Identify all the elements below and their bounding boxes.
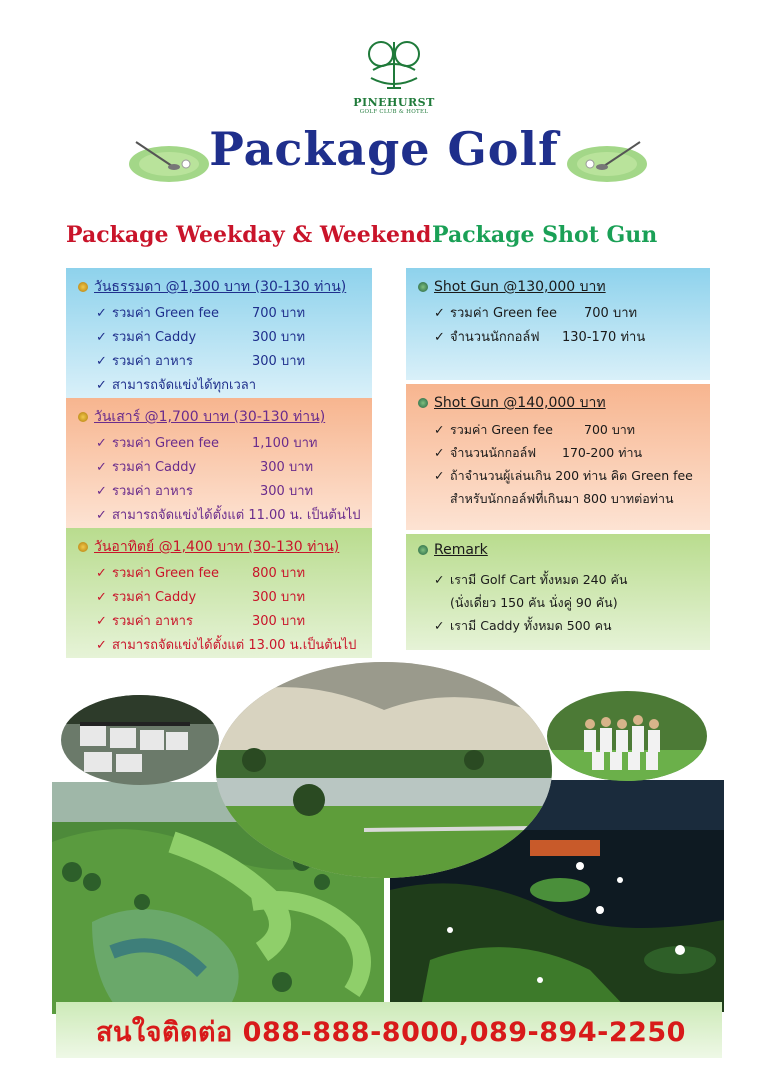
contact-phone: สนใจติดต่อ 088-888-8000,089-894-2250 xyxy=(96,1017,686,1048)
sunday-items xyxy=(96,562,356,658)
pinehurst-emblem-icon xyxy=(359,34,429,94)
golf-club-ball-icon xyxy=(128,134,210,184)
weekday-items xyxy=(96,302,305,398)
check-icon: ✓ xyxy=(96,590,107,605)
list-item: ✓ รวมค่า Green fee 1,100 บาท xyxy=(96,432,361,456)
list-item: (นั่งเดี่ยว 150 คัน นั่งคู่ 90 คัน) xyxy=(450,595,618,610)
list-item: ✓ รวมค่า Caddy 300 บาท xyxy=(96,586,356,610)
check-icon: ✓ xyxy=(434,422,445,437)
list-item: ✓ จำนวนนักกอล์ฟ 130-170 ท่าน xyxy=(434,326,645,350)
check-icon: ✓ xyxy=(96,508,107,523)
shotgun-140k-panel xyxy=(406,384,710,530)
list-item: สำหรับนักกอล์ฟที่เกินมา 800 บาทต่อท่าน xyxy=(450,491,674,506)
lake-sunset-photo xyxy=(214,660,554,880)
check-icon: ✓ xyxy=(96,614,107,629)
golf-ball-bullet-icon xyxy=(418,545,428,555)
list-item: ✓ รวมค่า Green fee 800 บาท xyxy=(96,562,356,586)
list-item: ✓ รวมค่า Green fee 700 บาท xyxy=(434,418,693,441)
list-item: ✓ รวมค่า Caddy 300 บาท xyxy=(96,456,361,480)
golf-ball-bullet-icon xyxy=(418,282,428,292)
check-icon: ✓ xyxy=(434,572,445,587)
golf-ball-bullet-icon xyxy=(78,412,88,422)
golf-ball-bullet-icon xyxy=(78,282,88,292)
sunday-panel xyxy=(66,528,372,658)
list-item: ✓ สามารถจัดแข่งได้ตั้งแต่ 13.00 น.เป็นต้นไป xyxy=(96,634,356,658)
list-item: ✓ เรามี Caddy ทั้งหมด 500 คน xyxy=(434,614,627,637)
caddies-photo xyxy=(546,690,708,782)
golf-carts-photo xyxy=(60,694,220,786)
list-item: ✓ รวมค่า Green fee 700 บาท xyxy=(96,302,305,326)
list-item: ✓ จำนวนนักกอล์ฟ 170-200 ท่าน xyxy=(434,441,693,464)
check-icon: ✓ xyxy=(434,468,445,483)
list-item: ✓ รวมค่า อาหาร 300 บาท xyxy=(96,350,305,374)
golf-ball-bullet-icon xyxy=(78,542,88,552)
check-icon: ✓ xyxy=(96,306,107,321)
shotgun-130k-panel xyxy=(406,268,710,380)
remark-heading: Remark xyxy=(418,542,488,558)
list-item: ✓ เรามี Golf Cart ทั้งหมด 240 คัน xyxy=(434,568,627,591)
golf-club-ball-icon xyxy=(566,134,648,184)
list-item: ✓ ถ้าจำนวนผู้เล่นเกิน 200 ท่าน คิด Green fee xyxy=(434,464,693,487)
check-icon: ✓ xyxy=(434,306,445,321)
check-icon: ✓ xyxy=(96,566,107,581)
check-icon: ✓ xyxy=(96,484,107,499)
list-item: ✓ รวมค่า Green fee 700 บาท xyxy=(434,302,645,326)
check-icon: ✓ xyxy=(96,330,107,345)
saturday-heading: วันเสาร์ @1,700 บาท (30-130 ท่าน) xyxy=(78,406,325,428)
weekday-panel xyxy=(66,268,372,398)
check-icon: ✓ xyxy=(96,460,107,475)
check-icon: ✓ xyxy=(434,445,445,460)
check-icon: ✓ xyxy=(96,354,107,369)
shotgun-title: Package Shot Gun xyxy=(432,222,658,248)
check-icon: ✓ xyxy=(96,436,107,451)
shotgun-130k-heading: Shot Gun @130,000 บาท xyxy=(418,276,606,298)
remark-panel xyxy=(406,534,710,650)
check-icon: ✓ xyxy=(434,330,445,345)
weekday-heading: วันธรรมดา @1,300 บาท (30-130 ท่าน) xyxy=(78,276,346,298)
page-title: Package Golf xyxy=(209,122,559,176)
weekday-weekend-title: Package Weekday & Weekend xyxy=(66,222,432,248)
list-item: ✓ รวมค่า อาหาร 300 บาท xyxy=(96,480,361,504)
check-icon: ✓ xyxy=(96,638,107,653)
pinehurst-logo xyxy=(344,34,444,115)
shotgun-130k-items xyxy=(434,302,645,350)
check-icon: ✓ xyxy=(96,378,107,393)
remark-items xyxy=(434,568,627,637)
logo-brand: PINEHURST xyxy=(353,96,435,109)
golf-ball-bullet-icon xyxy=(418,398,428,408)
check-icon: ✓ xyxy=(434,618,445,633)
list-item: ✓ รวมค่า อาหาร 300 บาท xyxy=(96,610,356,634)
list-item: ✓ รวมค่า Caddy 300 บาท xyxy=(96,326,305,350)
list-item: ✓ สามารถจัดแข่งได้ทุกเวลา xyxy=(96,374,305,398)
logo-subtitle: GOLF CLUB & HOTEL xyxy=(359,109,429,115)
shotgun-140k-items xyxy=(434,418,693,510)
list-item: ✓ สามารถจัดแข่งได้ตั้งแต่ 11.00 น. เป็นต้นไป xyxy=(96,504,361,528)
shotgun-140k-heading: Shot Gun @140,000 บาท xyxy=(418,392,606,414)
saturday-items xyxy=(96,432,361,528)
saturday-panel xyxy=(66,398,372,528)
sunday-heading: วันอาทิตย์ @1,400 บาท (30-130 ท่าน) xyxy=(78,536,339,558)
